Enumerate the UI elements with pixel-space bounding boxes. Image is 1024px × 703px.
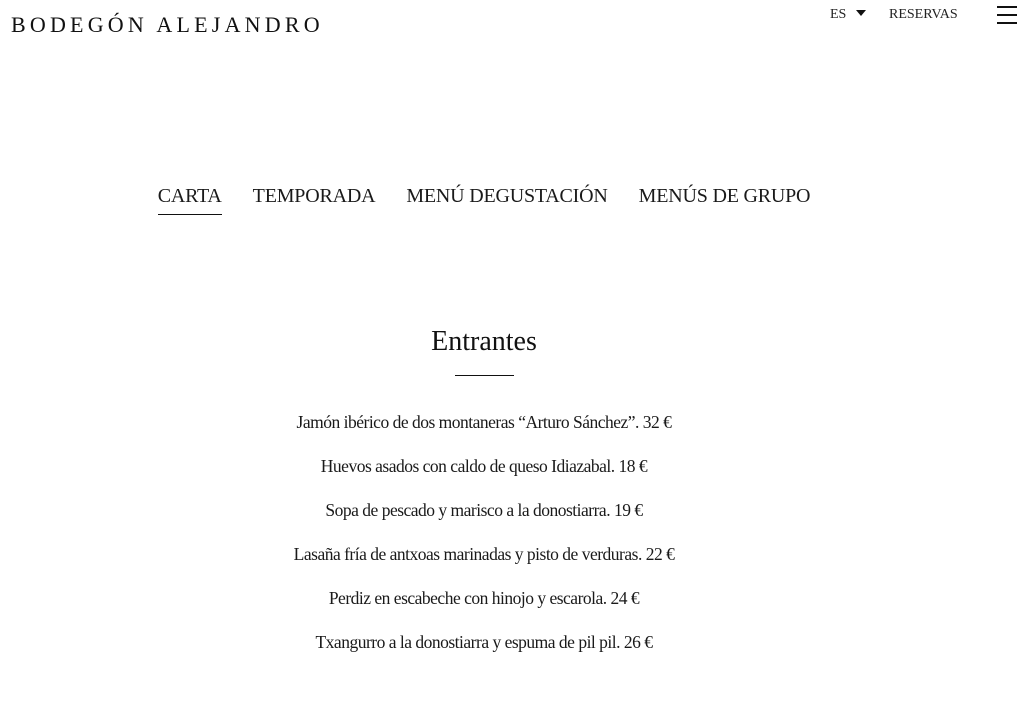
language-label: ES bbox=[830, 7, 847, 22]
tab-menu-degustacion[interactable]: MENÚ DEGUSTACIÓN bbox=[406, 185, 608, 207]
dish-item: Jamón ibérico de dos montaneras “Arturo Sánchez”. 32 € bbox=[296, 412, 672, 432]
menu-tabs bbox=[0, 185, 968, 215]
tab-carta[interactable]: CARTA bbox=[158, 185, 222, 215]
section-title: Entrantes bbox=[431, 326, 537, 357]
dish-item: Huevos asados con caldo de queso Idiazabal. 18 € bbox=[320, 456, 648, 476]
tab-menus-de-grupo[interactable]: MENÚS DE GRUPO bbox=[638, 185, 811, 207]
site-logo[interactable]: BODEGÓN ALEJANDRO bbox=[11, 12, 324, 37]
section-divider bbox=[455, 375, 514, 376]
tab-temporada[interactable]: TEMPORADA bbox=[252, 185, 376, 207]
dish-item: Lasaña fría de antxoas marinadas y pisto de verduras. 22 € bbox=[293, 544, 675, 564]
dish-item: Txangurro a la donostiarra y espuma de pil pil. 26 € bbox=[315, 632, 653, 652]
dish-item: Perdiz en escabeche con hinojo y escarola. 24 € bbox=[328, 588, 640, 608]
dish-list bbox=[0, 409, 968, 673]
chevron-down-icon bbox=[856, 10, 866, 16]
reservations-link[interactable]: RESERVAS bbox=[889, 7, 958, 22]
hamburger-menu-icon[interactable] bbox=[997, 4, 1017, 24]
language-selector[interactable] bbox=[830, 7, 866, 23]
dish-item: Sopa de pescado y marisco a la donostiarra. 19 € bbox=[325, 500, 643, 520]
